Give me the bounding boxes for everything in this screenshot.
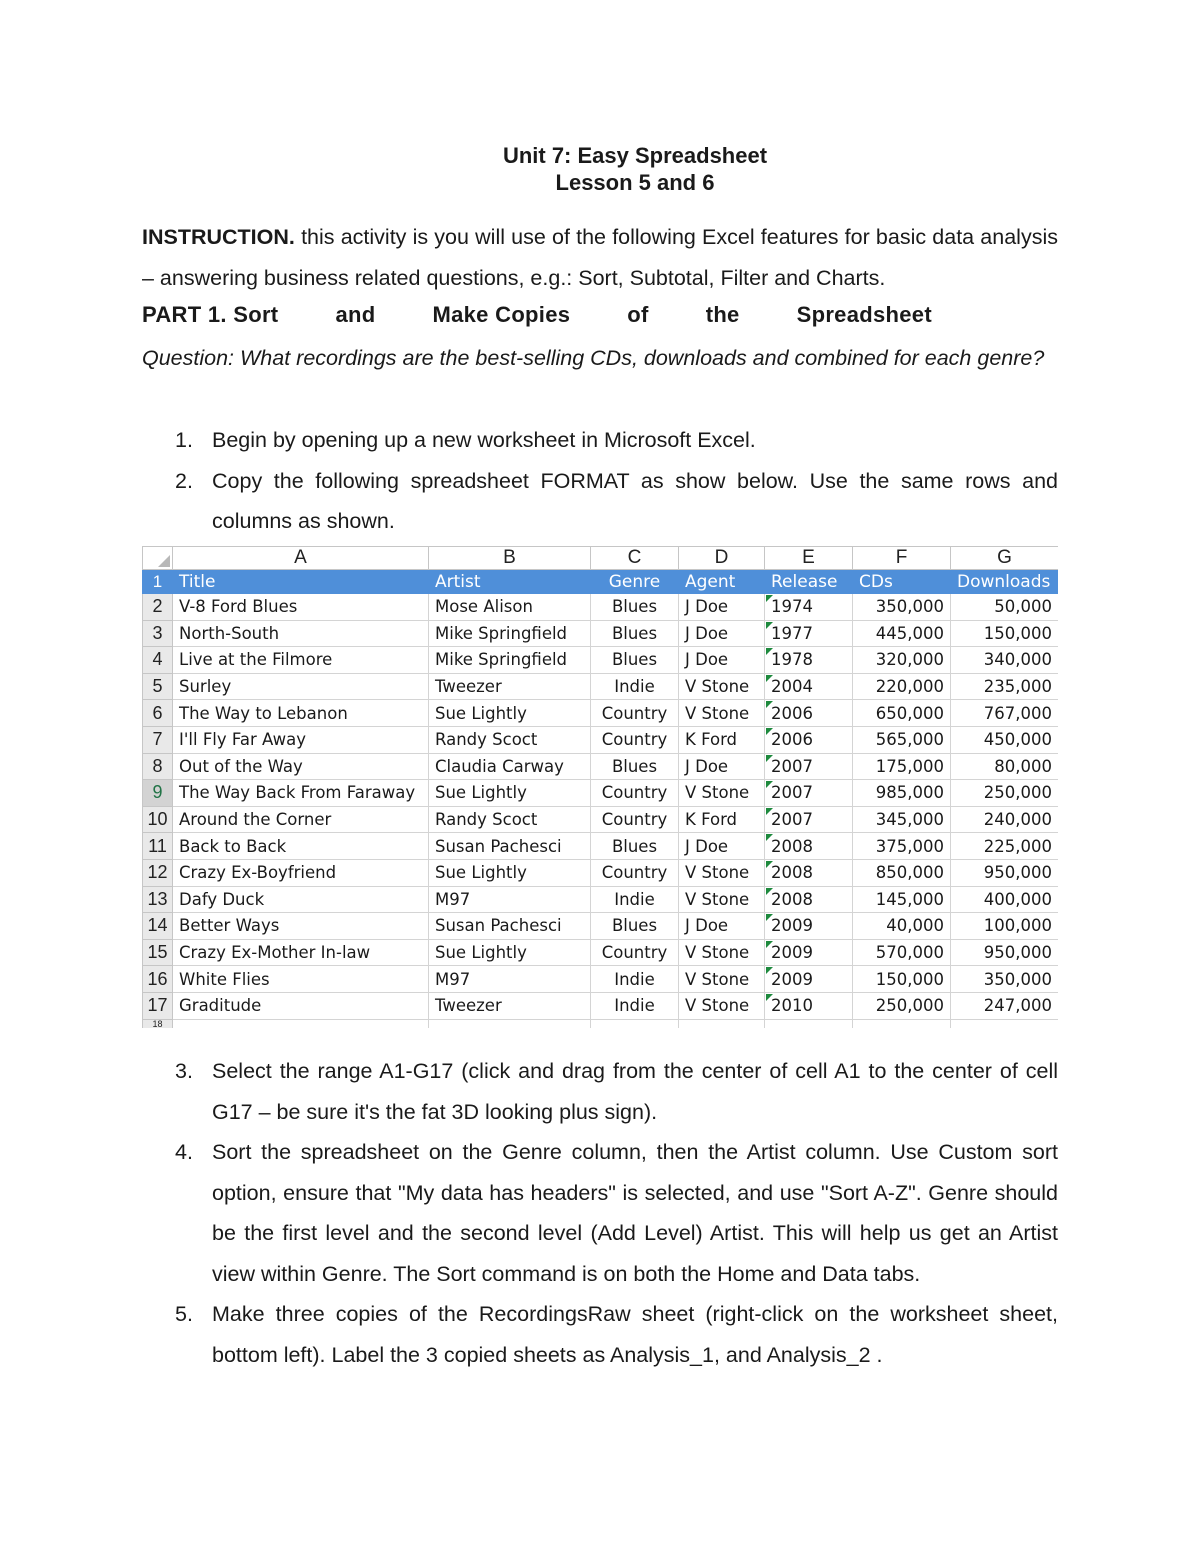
step-number: 2. <box>175 468 193 493</box>
cell-release[interactable] <box>765 859 853 886</box>
spreadsheet-screenshot <box>142 546 1058 1028</box>
cell-release[interactable] <box>765 833 853 860</box>
cell-artist[interactable]: Sue Lightly <box>429 859 591 886</box>
cell-cds[interactable]: 445,000 <box>853 620 951 647</box>
header-cell-cds[interactable]: CDs <box>853 570 951 594</box>
cell-text: 2006 <box>771 730 813 750</box>
cell-title[interactable]: Surley <box>173 673 429 700</box>
row-number[interactable]: 9 <box>143 780 173 807</box>
cell-title[interactable]: Out of the Way <box>173 753 429 780</box>
cell-release[interactable] <box>765 620 853 647</box>
cell-cds[interactable]: 250,000 <box>853 992 951 1019</box>
number-stored-as-text-indicator-icon <box>766 994 773 1001</box>
column-letter[interactable]: A <box>173 547 429 570</box>
cell-cds[interactable]: 985,000 <box>853 780 951 807</box>
instruction-paragraph <box>142 217 1058 298</box>
cell-cds[interactable]: 150,000 <box>853 966 951 993</box>
step-item <box>142 461 1058 542</box>
step-item <box>142 1051 1058 1132</box>
data-rows <box>143 594 1059 1020</box>
cell-agent[interactable]: V Stone <box>679 780 765 807</box>
cell-cds[interactable]: 565,000 <box>853 726 951 753</box>
cell-release[interactable] <box>765 594 853 621</box>
cell-artist[interactable]: Claudia Carway <box>429 753 591 780</box>
cell-artist[interactable]: Sue Lightly <box>429 939 591 966</box>
step-number: 3. <box>175 1059 193 1083</box>
empty-cell <box>951 1019 1059 1028</box>
instruction-label: INSTRUCTION. <box>142 225 295 249</box>
cell-downloads[interactable]: 240,000 <box>951 806 1059 833</box>
step-number: 4. <box>175 1140 193 1164</box>
cell-text: 2009 <box>771 969 813 989</box>
cell-artist[interactable]: Randy Scoct <box>429 726 591 753</box>
cell-title[interactable]: Dafy Duck <box>173 886 429 913</box>
cell-cds[interactable]: 375,000 <box>853 833 951 860</box>
steps-list-before <box>142 420 1058 542</box>
cell-genre[interactable]: Blues <box>591 833 679 860</box>
step-text: Select the range A1-G17 (click and drag from the center of cell A1 to the center of cell G17 – be sure it's the fat 3D looking plus sign). <box>212 1059 1058 1124</box>
header-cell-genre[interactable]: Genre <box>591 570 679 594</box>
cell-artist[interactable]: Mike Springfield <box>429 647 591 674</box>
part1-word: of <box>627 302 649 327</box>
number-stored-as-text-indicator-icon <box>766 941 773 948</box>
cell-agent[interactable]: J Doe <box>679 833 765 860</box>
unit-title: Unit 7: Easy Spreadsheet <box>502 143 768 168</box>
cell-downloads[interactable]: 235,000 <box>951 673 1059 700</box>
cell-release[interactable] <box>765 939 853 966</box>
steps-list-after <box>142 1051 1058 1375</box>
cell-title[interactable]: Back to Back <box>173 833 429 860</box>
row-number[interactable]: 1 <box>143 570 173 594</box>
cell-text: 2006 <box>771 703 813 723</box>
cell-artist[interactable]: Susan Pachesci <box>429 913 591 940</box>
cell-genre[interactable]: Blues <box>591 913 679 940</box>
number-stored-as-text-indicator-icon <box>766 728 773 735</box>
lesson-title: Lesson 5 and 6 <box>555 170 715 195</box>
question-text: Question: What recordings are the best-selling CDs, downloads and combined for each genre? <box>142 346 1045 370</box>
cell-cds[interactable]: 40,000 <box>853 913 951 940</box>
number-stored-as-text-indicator-icon <box>766 834 773 841</box>
number-stored-as-text-indicator-icon <box>766 888 773 895</box>
cell-genre[interactable]: Blues <box>591 753 679 780</box>
empty-cell <box>591 1019 679 1028</box>
cell-cds[interactable]: 220,000 <box>853 673 951 700</box>
cell-release[interactable] <box>765 753 853 780</box>
cell-genre[interactable]: Indie <box>591 992 679 1019</box>
cell-title[interactable]: I'll Fly Far Away <box>173 726 429 753</box>
column-letter[interactable]: B <box>429 547 591 570</box>
empty-cell <box>853 1019 951 1028</box>
cell-release[interactable] <box>765 886 853 913</box>
cell-release[interactable] <box>765 673 853 700</box>
empty-cell <box>765 1019 853 1028</box>
number-stored-as-text-indicator-icon <box>766 675 773 682</box>
table-row <box>143 673 1059 700</box>
table-row <box>143 859 1059 886</box>
cell-agent[interactable]: J Doe <box>679 594 765 621</box>
number-stored-as-text-indicator-icon <box>766 861 773 868</box>
cell-genre[interactable]: Indie <box>591 673 679 700</box>
cell-text: 2009 <box>771 943 813 963</box>
cell-text: 2007 <box>771 810 813 830</box>
table-row <box>143 726 1059 753</box>
cell-downloads[interactable]: 150,000 <box>951 620 1059 647</box>
cell-agent[interactable]: V Stone <box>679 859 765 886</box>
cell-title[interactable]: Better Ways <box>173 913 429 940</box>
cell-downloads[interactable]: 225,000 <box>951 833 1059 860</box>
cell-downloads[interactable]: 350,000 <box>951 966 1059 993</box>
cell-agent[interactable]: K Ford <box>679 806 765 833</box>
cell-genre[interactable]: Blues <box>591 647 679 674</box>
cell-title[interactable]: The Way Back From Faraway <box>173 780 429 807</box>
cell-cds[interactable]: 145,000 <box>853 886 951 913</box>
step-item <box>142 1294 1058 1375</box>
cell-genre[interactable]: Country <box>591 806 679 833</box>
table-row <box>143 620 1059 647</box>
cell-text: 2008 <box>771 889 813 909</box>
cell-cds[interactable]: 570,000 <box>853 939 951 966</box>
row-number[interactable]: 5 <box>143 673 173 700</box>
cell-genre[interactable]: Country <box>591 859 679 886</box>
cell-downloads[interactable]: 100,000 <box>951 913 1059 940</box>
cell-agent[interactable]: V Stone <box>679 939 765 966</box>
step-item <box>142 1132 1058 1294</box>
header-cell-title[interactable]: Title <box>173 570 429 594</box>
cell-title[interactable]: Around the Corner <box>173 806 429 833</box>
cell-agent[interactable]: K Ford <box>679 726 765 753</box>
cell-downloads[interactable]: 950,000 <box>951 859 1059 886</box>
row-number[interactable]: 18 <box>143 1019 173 1028</box>
cell-downloads[interactable]: 767,000 <box>951 700 1059 727</box>
cell-downloads[interactable]: 450,000 <box>951 726 1059 753</box>
step-text: Make three copies of the RecordingsRaw sheet (right-click on the worksheet sheet, bottom left). Label the 3 copied sheets as Analysis_1, and Analysis_2 . <box>212 1302 1058 1367</box>
part1-word: the <box>705 302 740 327</box>
cell-cds[interactable]: 850,000 <box>853 859 951 886</box>
table-row <box>143 647 1059 674</box>
column-letter[interactable]: D <box>679 547 765 570</box>
cell-downloads[interactable]: 80,000 <box>951 753 1059 780</box>
cell-genre[interactable]: Country <box>591 939 679 966</box>
cell-release[interactable] <box>765 647 853 674</box>
cell-agent[interactable]: V Stone <box>679 700 765 727</box>
table-row <box>143 594 1059 621</box>
row-number[interactable]: 7 <box>143 726 173 753</box>
cell-text: 1974 <box>771 597 813 617</box>
cell-title[interactable]: The Way to Lebanon <box>173 700 429 727</box>
cell-genre[interactable]: Country <box>591 780 679 807</box>
cell-downloads[interactable]: 950,000 <box>951 939 1059 966</box>
column-letter[interactable]: G <box>951 547 1059 570</box>
cell-text: 2008 <box>771 863 813 883</box>
cell-title[interactable]: White Flies <box>173 966 429 993</box>
table-row <box>143 753 1059 780</box>
cell-title[interactable]: V-8 Ford Blues <box>173 594 429 621</box>
cell-text: 2007 <box>771 756 813 776</box>
cell-title[interactable]: North-South <box>173 620 429 647</box>
row-number[interactable]: 8 <box>143 753 173 780</box>
cell-release[interactable] <box>765 700 853 727</box>
header-cell-agent[interactable]: Agent <box>679 570 765 594</box>
cell-text: 2007 <box>771 783 813 803</box>
part1-word: and <box>335 302 376 327</box>
number-stored-as-text-indicator-icon <box>766 755 773 762</box>
cell-text: 2010 <box>771 996 813 1016</box>
row-number[interactable]: 14 <box>143 913 173 940</box>
step-number: 1. <box>175 428 193 452</box>
number-stored-as-text-indicator-icon <box>766 781 773 788</box>
row-number[interactable]: 16 <box>143 966 173 993</box>
cell-downloads[interactable]: 247,000 <box>951 992 1059 1019</box>
part1-word: Spreadsheet <box>796 302 932 327</box>
empty-cell <box>429 1019 591 1028</box>
cell-text: 2004 <box>771 677 813 697</box>
cell-artist[interactable]: M97 <box>429 966 591 993</box>
step-text: Begin by opening up a new worksheet in Microsoft Excel. <box>212 428 756 452</box>
table-row <box>143 780 1059 807</box>
cell-downloads[interactable]: 250,000 <box>951 780 1059 807</box>
row-number[interactable]: 15 <box>143 939 173 966</box>
cell-agent[interactable]: V Stone <box>679 673 765 700</box>
cell-genre[interactable]: Indie <box>591 966 679 993</box>
step-text: Copy the following spreadsheet FORMAT as show below. Use the same rows and columns as shown. <box>212 468 1058 533</box>
table-row <box>143 700 1059 727</box>
cell-cds[interactable]: 175,000 <box>853 753 951 780</box>
cell-cds[interactable]: 350,000 <box>853 594 951 621</box>
cell-artist[interactable]: M97 <box>429 886 591 913</box>
row-number[interactable]: 2 <box>143 594 173 621</box>
row-number[interactable]: 10 <box>143 806 173 833</box>
cell-release[interactable] <box>765 726 853 753</box>
table-row <box>143 992 1059 1019</box>
row-number[interactable]: 4 <box>143 647 173 674</box>
table-row <box>143 913 1059 940</box>
cell-agent[interactable]: V Stone <box>679 966 765 993</box>
number-stored-as-text-indicator-icon <box>766 701 773 708</box>
part1-word: Make Copies <box>432 302 571 327</box>
cell-agent[interactable]: J Doe <box>679 913 765 940</box>
cell-text: 1978 <box>771 650 813 670</box>
cell-agent[interactable]: J Doe <box>679 753 765 780</box>
table-row <box>143 886 1059 913</box>
table-row <box>143 966 1059 993</box>
number-stored-as-text-indicator-icon <box>766 622 773 629</box>
cell-title[interactable]: Live at the Filmore <box>173 647 429 674</box>
cell-text: 2008 <box>771 836 813 856</box>
column-letter[interactable]: C <box>591 547 679 570</box>
header-cell-artist[interactable]: Artist <box>429 570 591 594</box>
number-stored-as-text-indicator-icon <box>766 808 773 815</box>
cell-genre[interactable]: Blues <box>591 620 679 647</box>
row-number[interactable]: 13 <box>143 886 173 913</box>
column-letter[interactable]: E <box>765 547 853 570</box>
cell-artist[interactable]: Tweezer <box>429 673 591 700</box>
number-stored-as-text-indicator-icon <box>766 648 773 655</box>
cell-artist[interactable]: Mike Springfield <box>429 620 591 647</box>
cell-genre[interactable]: Indie <box>591 886 679 913</box>
select-all-corner[interactable] <box>143 547 173 570</box>
cell-release[interactable] <box>765 913 853 940</box>
table-row <box>143 806 1059 833</box>
row-number[interactable]: 12 <box>143 859 173 886</box>
cell-title[interactable]: Graditude <box>173 992 429 1019</box>
cell-artist[interactable]: Mose Alison <box>429 594 591 621</box>
number-stored-as-text-indicator-icon <box>766 967 773 974</box>
cell-text: 2009 <box>771 916 813 936</box>
cell-cds[interactable]: 320,000 <box>853 647 951 674</box>
cell-release[interactable] <box>765 806 853 833</box>
cell-genre[interactable]: Country <box>591 700 679 727</box>
cell-agent[interactable]: V Stone <box>679 992 765 1019</box>
table-row <box>143 939 1059 966</box>
header-cell-downloads[interactable]: Downloads <box>951 570 1059 594</box>
cell-artist[interactable]: Sue Lightly <box>429 780 591 807</box>
empty-cell <box>679 1019 765 1028</box>
part1-heading <box>142 302 932 328</box>
cell-genre[interactable]: Blues <box>591 594 679 621</box>
cell-cds[interactable]: 650,000 <box>853 700 951 727</box>
step-item <box>142 420 1058 461</box>
part1-word: PART 1. Sort <box>142 302 279 327</box>
row-number[interactable]: 17 <box>143 992 173 1019</box>
cell-text: 1977 <box>771 623 813 643</box>
cell-genre[interactable]: Country <box>591 726 679 753</box>
table-row <box>143 833 1059 860</box>
cell-release[interactable] <box>765 780 853 807</box>
empty-cell <box>173 1019 429 1028</box>
column-header-row <box>143 547 1059 570</box>
row-number[interactable]: 6 <box>143 700 173 727</box>
cell-agent[interactable]: J Doe <box>679 620 765 647</box>
cell-agent[interactable]: V Stone <box>679 886 765 913</box>
cell-downloads[interactable]: 50,000 <box>951 594 1059 621</box>
cell-artist[interactable]: Randy Scoct <box>429 806 591 833</box>
cell-downloads[interactable]: 400,000 <box>951 886 1059 913</box>
step-text: Sort the spreadsheet on the Genre column, then the Artist column. Use Custom sort option, ensure that "My data has headers" is selected, and use "Sort A-Z". Genre should be the first level and the second level (Add Level) Artist. This will help us get an Artist view within Genre. The Sort command is on both the Home and Data tabs. <box>212 1140 1058 1286</box>
cell-cds[interactable]: 345,000 <box>853 806 951 833</box>
header-cell-release[interactable]: Release <box>765 570 853 594</box>
header-row <box>143 570 1059 594</box>
number-stored-as-text-indicator-icon <box>766 914 773 921</box>
cell-agent[interactable]: J Doe <box>679 647 765 674</box>
cell-title[interactable]: Crazy Ex-Boyfriend <box>173 859 429 886</box>
cell-release[interactable] <box>765 966 853 993</box>
cell-release[interactable] <box>765 992 853 1019</box>
cell-artist[interactable]: Tweezer <box>429 992 591 1019</box>
cell-title[interactable]: Crazy Ex-Mother In-law <box>173 939 429 966</box>
row-number[interactable]: 3 <box>143 620 173 647</box>
step-number: 5. <box>175 1302 193 1326</box>
cell-artist[interactable]: Sue Lightly <box>429 700 591 727</box>
row-number[interactable]: 11 <box>143 833 173 860</box>
partial-row <box>143 1019 1059 1028</box>
number-stored-as-text-indicator-icon <box>766 595 773 602</box>
cell-artist[interactable]: Susan Pachesci <box>429 833 591 860</box>
cell-downloads[interactable]: 340,000 <box>951 647 1059 674</box>
column-letter[interactable]: F <box>853 547 951 570</box>
instruction-text: this activity is you will use of the following Excel features for basic data analysis – answering business related questions, e.g.: Sort, Subtotal, Filter and Charts. <box>142 225 1058 290</box>
